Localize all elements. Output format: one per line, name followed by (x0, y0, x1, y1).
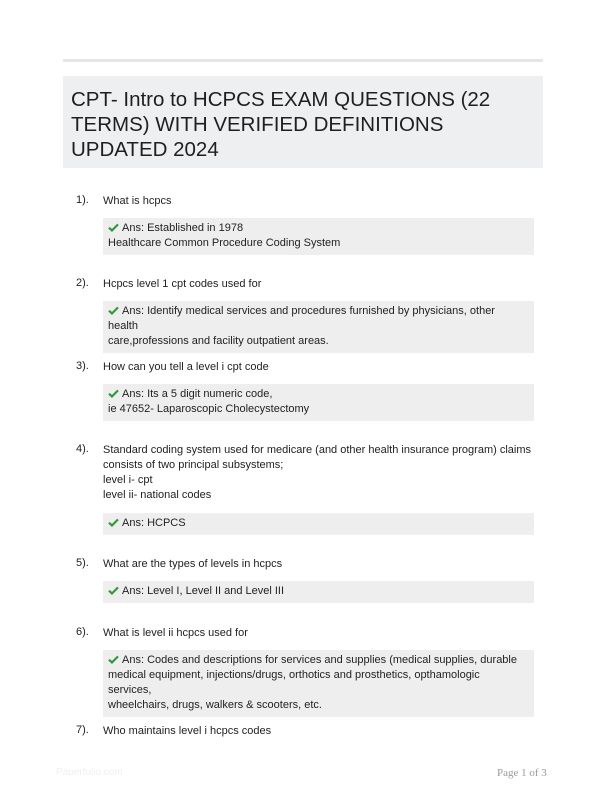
answer-line: care,professions and facility outpatient areas. (108, 335, 329, 347)
question-number: 1). (76, 194, 89, 206)
question-number: 5). (76, 557, 89, 569)
answer-box (103, 384, 534, 421)
footer-watermark: Paperfolio.com (56, 767, 123, 778)
check-icon (108, 306, 119, 315)
answer-line: Ans: Codes and descriptions for services and supplies (medical supplies, durable (108, 653, 526, 668)
check-icon (108, 655, 119, 664)
answer-box (103, 301, 534, 353)
answer-line: ie 47652- Laparoscopic Cholecystectomy (108, 403, 310, 415)
question-text: What is hcpcs (103, 195, 172, 207)
check-icon (108, 518, 119, 527)
answer-box (103, 650, 534, 717)
top-divider (63, 59, 543, 62)
question-number: 7). (76, 724, 89, 736)
question-text: Standard coding system used for medicare (and other health insurance program) claims consists of two principal subsystems; level i- cpt level ii- national codes (103, 444, 531, 501)
answer-box (103, 513, 534, 535)
check-icon (108, 223, 119, 232)
question-text: Who maintains level i hcpcs codes (103, 725, 272, 737)
question-text: How can you tell a level i cpt code (103, 361, 269, 373)
answer-line: Ans: Its a 5 digit numeric code, (108, 387, 526, 402)
answer-line: Ans: Established in 1978 (108, 221, 526, 236)
question-number: 2). (76, 277, 89, 289)
question-text: What are the types of levels in hcpcs (103, 558, 283, 570)
answer-box (103, 581, 534, 603)
question-number: 6). (76, 626, 89, 638)
answer-line: Healthcare Common Procedure Coding System (108, 237, 341, 249)
answer-line: Ans: HCPCS (108, 516, 526, 531)
page-title: CPT- Intro to HCPCS EXAM QUESTIONS (22 TERMS) WITH VERIFIED DEFINITIONS UPDATED 2024 (71, 88, 491, 161)
answer-line: Ans: Level I, Level II and Level III (108, 584, 526, 599)
answer-box (103, 218, 534, 255)
answer-line: Ans: Identify medical services and procedures furnished by physicians, other health (108, 305, 495, 332)
check-icon (108, 586, 119, 595)
question-number: 3). (76, 360, 89, 372)
question-text: What is level ii hcpcs used for (103, 627, 248, 639)
answer-line: medical equipment, injections/drugs, orthotics and prosthetics, opthamologic services, (108, 669, 480, 696)
page-number: Page 1 of 3 (497, 767, 547, 779)
question-number: 4). (76, 443, 89, 455)
check-icon (108, 389, 119, 398)
answer-line: wheelchairs, drugs, walkers & scooters, etc. (108, 699, 322, 711)
question-text: Hcpcs level 1 cpt codes used for (103, 278, 262, 290)
